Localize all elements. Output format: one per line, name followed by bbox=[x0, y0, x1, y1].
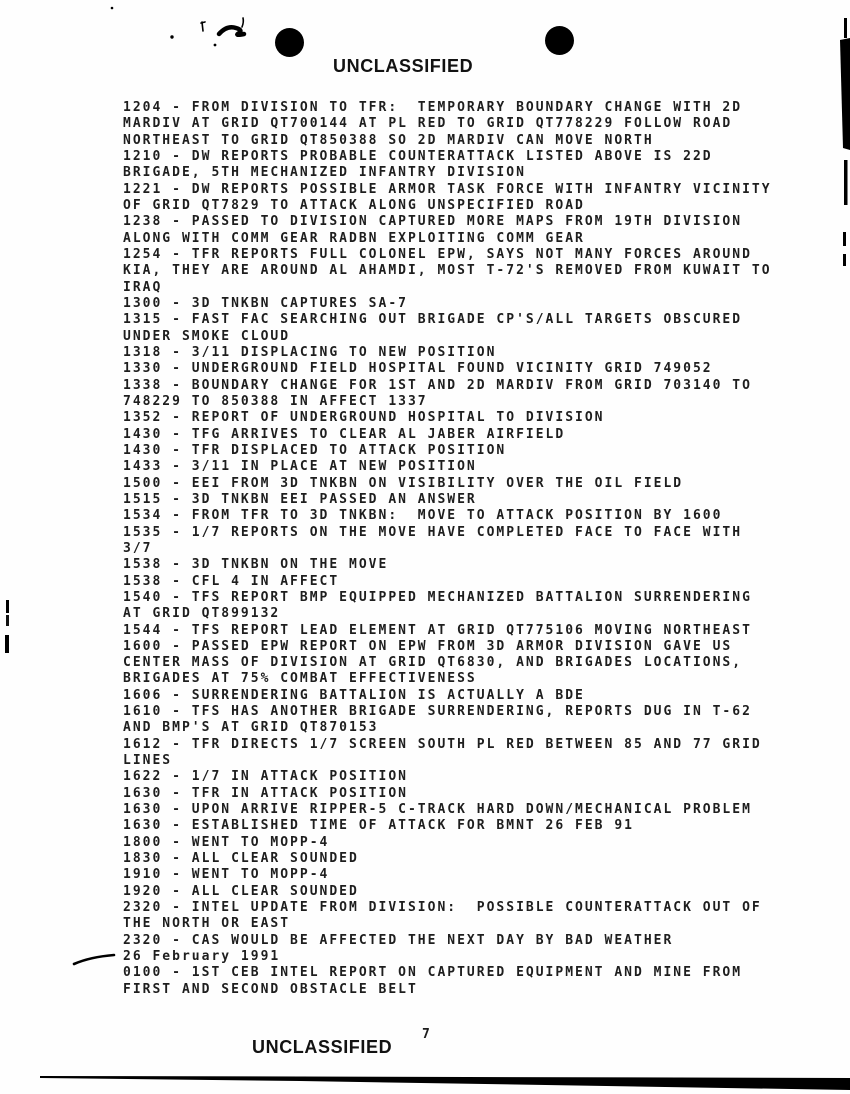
log-line: 3/7 bbox=[123, 540, 153, 556]
log-line: 1535 - 1/7 REPORTS ON THE MOVE HAVE COMPLETED FACE TO FACE WITH bbox=[123, 524, 743, 540]
log-line: 2320 - INTEL UPDATE FROM DIVISION: POSSIBLE COUNTERATTACK OUT OF bbox=[123, 900, 762, 916]
log-line: 1254 - TFR REPORTS FULL COLONEL EPW, SAYS NOT MANY FORCES AROUND bbox=[123, 246, 752, 262]
pen-scribble-artifact bbox=[95, 0, 265, 60]
event-log-text bbox=[123, 100, 813, 998]
log-line: 1610 - TFS HAS ANOTHER BRIGADE SURRENDERING, REPORTS DUG IN T-62 bbox=[123, 704, 752, 720]
handwritten-dash-artifact bbox=[68, 948, 123, 970]
log-line: 1221 - DW REPORTS POSSIBLE ARMOR TASK FORCE WITH INFANTRY VICINITY bbox=[123, 181, 772, 197]
log-line: 1352 - REPORT OF UNDERGROUND HOSPITAL TO DIVISION bbox=[123, 410, 605, 426]
log-line: MARDIV AT GRID QT700144 AT PL RED TO GRID QT778229 FOLLOW ROAD bbox=[123, 116, 733, 132]
log-line: AND BMP'S AT GRID QT870153 bbox=[123, 720, 379, 736]
log-line: LINES bbox=[123, 753, 173, 769]
log-line: 1630 - TFR IN ATTACK POSITION bbox=[123, 785, 408, 801]
log-line: 1500 - EEI FROM 3D TNKBN ON VISIBILITY OVER THE OIL FIELD bbox=[123, 475, 684, 491]
log-line: 1430 - TFG ARRIVES TO CLEAR AL JABER AIRFIELD bbox=[123, 426, 566, 442]
log-line: 1430 - TFR DISPLACED TO ATTACK POSITION bbox=[123, 442, 507, 458]
log-line: 1515 - 3D TNKBN EEI PASSED AN ANSWER bbox=[123, 491, 477, 507]
page-number: 7 bbox=[422, 1027, 430, 1042]
scan-tick-left-artifact bbox=[0, 595, 16, 665]
log-line: 1612 - TFR DIRECTS 1/7 SCREEN SOUTH PL RED BETWEEN 85 AND 77 GRID bbox=[123, 736, 762, 752]
log-line: 1210 - DW REPORTS PROBABLE COUNTERATTACK LISTED ABOVE IS 22D bbox=[123, 148, 713, 164]
hole-punch-mark-right bbox=[545, 26, 574, 55]
log-line: 1630 - UPON ARRIVE RIPPER-5 C-TRACK HARD DOWN/MECHANICAL PROBLEM bbox=[123, 802, 752, 818]
log-line: BRIGADES AT 75% COMBAT EFFECTIVENESS bbox=[123, 671, 477, 687]
log-line: 1318 - 3/11 DISPLACING TO NEW POSITION bbox=[123, 344, 497, 360]
log-line: 1606 - SURRENDERING BATTALION IS ACTUALLY A BDE bbox=[123, 687, 585, 703]
log-line: BRIGADE, 5TH MECHANIZED INFANTRY DIVISION bbox=[123, 165, 526, 181]
hole-punch-mark-left bbox=[275, 28, 304, 57]
log-line: KIA, THEY ARE AROUND AL AHAMDI, MOST T-72'S REMOVED FROM KUWAIT TO bbox=[123, 263, 772, 279]
log-line: IRAQ bbox=[123, 279, 163, 295]
log-line: THE NORTH OR EAST bbox=[123, 916, 291, 932]
scan-bar-bottom-artifact bbox=[0, 1068, 850, 1094]
log-line: 1204 - FROM DIVISION TO TFR: TEMPORARY BOUNDARY CHANGE WITH 2D bbox=[123, 100, 743, 115]
log-line: NORTHEAST TO GRID QT850388 SO 2D MARDIV CAN MOVE NORTH bbox=[123, 132, 654, 148]
log-line: FIRST AND SECOND OBSTACLE BELT bbox=[123, 981, 418, 997]
log-line: 1540 - TFS REPORT BMP EQUIPPED MECHANIZED BATTALION SURRENDERING bbox=[123, 589, 752, 605]
log-line: 1622 - 1/7 IN ATTACK POSITION bbox=[123, 769, 408, 785]
log-line: 748229 TO 850388 IN AFFECT 1337 bbox=[123, 393, 428, 409]
log-line: 1338 - BOUNDARY CHANGE FOR 1ST AND 2D MARDIV FROM GRID 703140 TO bbox=[123, 377, 752, 393]
log-line: UNDER SMOKE CLOUD bbox=[123, 328, 291, 344]
log-line: 2320 - CAS WOULD BE AFFECTED THE NEXT DAY BY BAD WEATHER bbox=[123, 932, 674, 948]
log-line: 0100 - 1ST CEB INTEL REPORT ON CAPTURED EQUIPMENT AND MINE FROM bbox=[123, 965, 743, 981]
log-line: OF GRID QT7829 TO ATTACK ALONG UNSPECIFIED ROAD bbox=[123, 197, 585, 213]
log-line: 1433 - 3/11 IN PLACE AT NEW POSITION bbox=[123, 459, 477, 475]
log-line: 1534 - FROM TFR TO 3D TNKBN: MOVE TO ATTACK POSITION BY 1600 bbox=[123, 508, 723, 524]
log-line: 1600 - PASSED EPW REPORT ON EPW FROM 3D ARMOR DIVISION GAVE US bbox=[123, 638, 733, 654]
log-line: 1830 - ALL CLEAR SOUNDED bbox=[123, 851, 359, 867]
header-classification: UNCLASSIFIED bbox=[333, 56, 474, 76]
log-line: 1544 - TFS REPORT LEAD ELEMENT AT GRID QT775106 MOVING NORTHEAST bbox=[123, 622, 752, 638]
log-line: 1538 - 3D TNKBN ON THE MOVE bbox=[123, 557, 389, 573]
log-line: 1300 - 3D TNKBN CAPTURES SA-7 bbox=[123, 295, 408, 311]
log-line: AT GRID QT899132 bbox=[123, 606, 281, 622]
log-line: 1910 - WENT TO MOPP-4 bbox=[123, 867, 330, 883]
log-line: 1920 - ALL CLEAR SOUNDED bbox=[123, 883, 359, 899]
log-line: 1330 - UNDERGROUND FIELD HOSPITAL FOUND VICINITY GRID 749052 bbox=[123, 361, 713, 377]
log-line: 1800 - WENT TO MOPP-4 bbox=[123, 834, 330, 850]
log-line: 1315 - FAST FAC SEARCHING OUT BRIGADE CP'S/ALL TARGETS OBSCURED bbox=[123, 312, 743, 328]
scan-streak-right-artifact bbox=[834, 10, 850, 280]
log-line: 26 February 1991 bbox=[123, 949, 281, 965]
log-line: 1538 - CFL 4 IN AFFECT bbox=[123, 573, 340, 589]
log-line: 1238 - PASSED TO DIVISION CAPTURED MORE MAPS FROM 19TH DIVISION bbox=[123, 214, 743, 230]
log-line: ALONG WITH COMM GEAR RADBN EXPLOITING COMM GEAR bbox=[123, 230, 585, 246]
log-line: 1630 - ESTABLISHED TIME OF ATTACK FOR BMNT 26 FEB 91 bbox=[123, 818, 634, 834]
log-line: CENTER MASS OF DIVISION AT GRID QT6830, AND BRIGADES LOCATIONS, bbox=[123, 655, 743, 671]
footer-classification: UNCLASSIFIED bbox=[252, 1037, 393, 1057]
